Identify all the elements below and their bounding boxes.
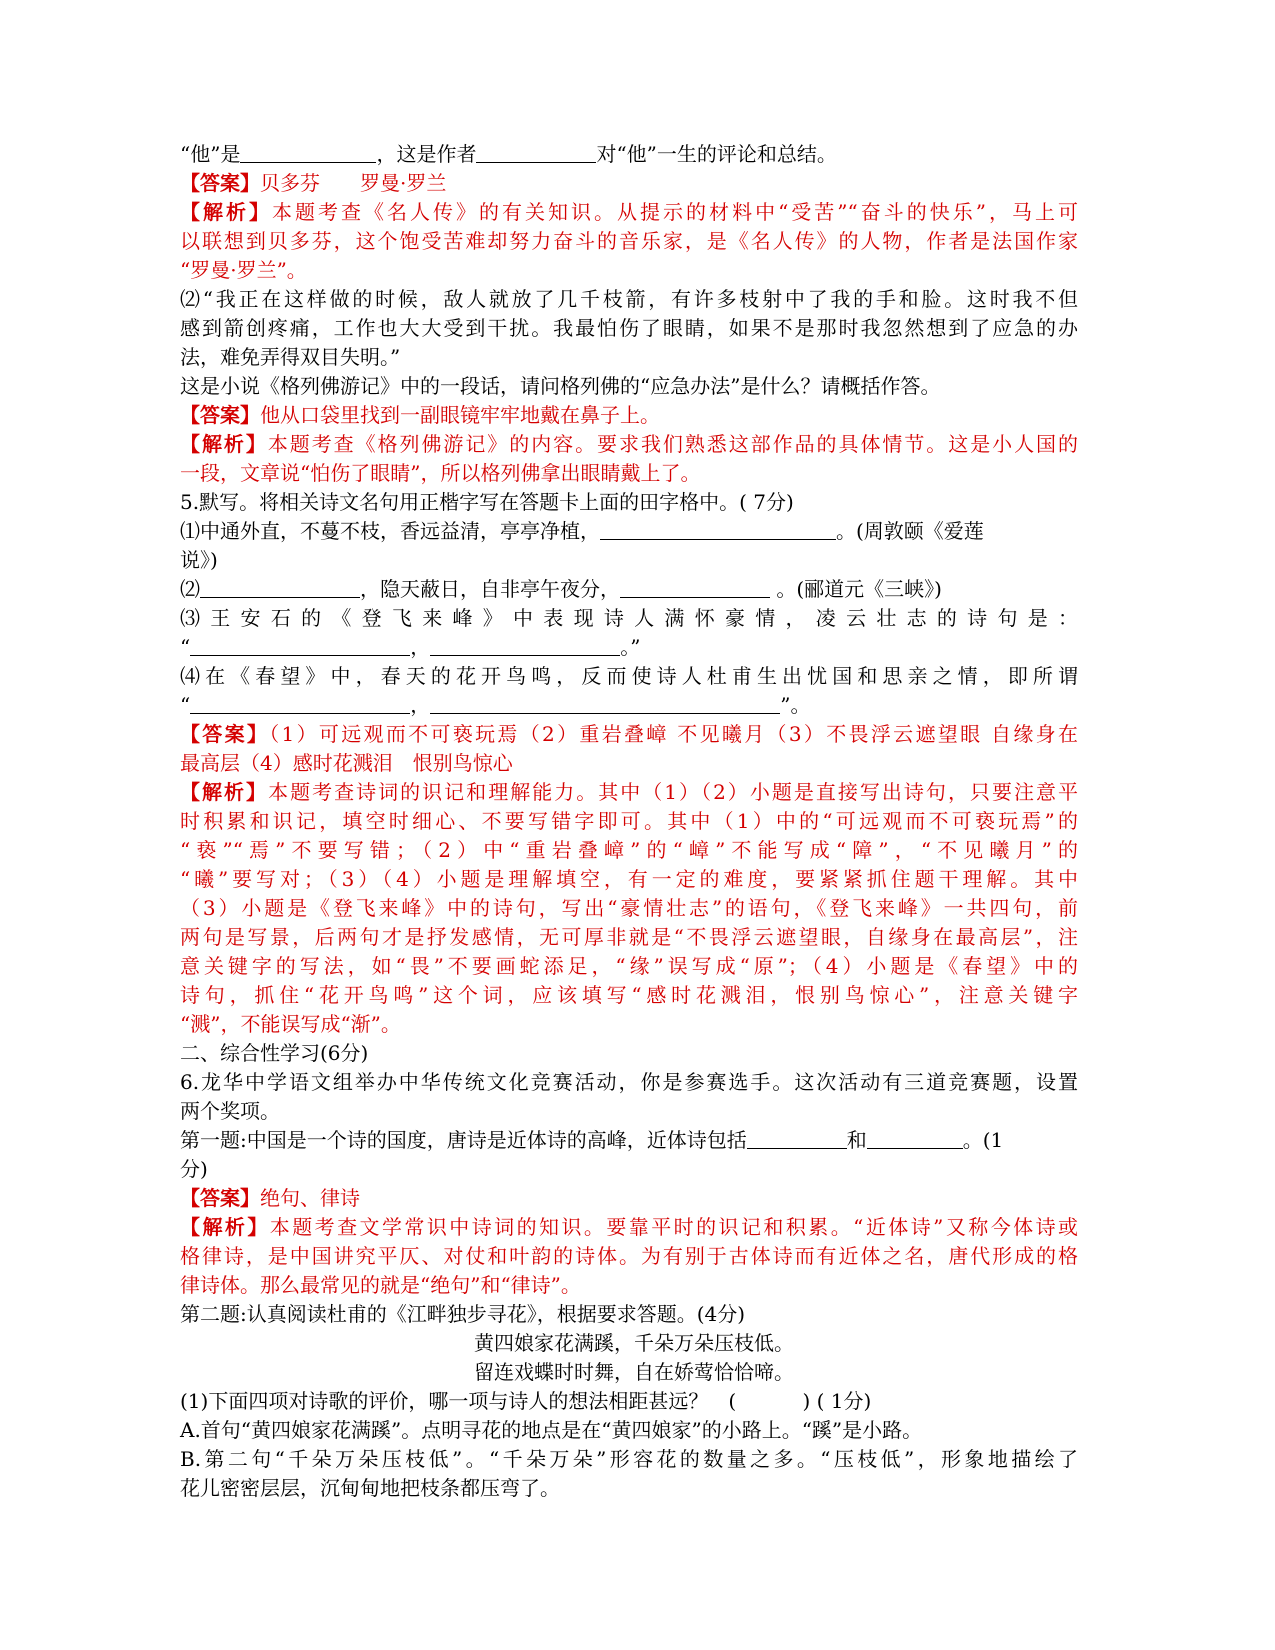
analysis-paragraph: 【解析】本题考查《格列佛游记》的内容。要求我们熟悉这部作品的具体情节。这是小人国的 一段，文章说“怕伤了眼睛”，所以格列佛拿出眼睛戴上了。 <box>180 432 1079 485</box>
answer-blank[interactable] <box>600 519 836 540</box>
analysis-paragraph: 【解析】本题考查文学常识中诗词的知识。要靠平时的识记和积累。“近体诗”又称今体诗或 格律诗，是中国讲究平仄、对仗和叶韵的诗体。为有别于古体诗而有近体之名，唐代形成的格 律诗体。那么最常见的就是“绝句”和“律诗”。 <box>180 1215 1079 1297</box>
analysis-paragraph: 【解析】本题考查诗词的识记和理解能力。其中（1）（2）小题是直接写出诗句，只要注意平 时积累和识记，填空时细心、不要写错字即可。其中（1）中的“可远观而不可亵玩焉”的 “亵”“焉”不要写错；（2）中“重岩叠嶂”的“嶂”不能写成“障”，“不见曦月”的 “曦”要写对；（3）（4）小题是理解填空，有一定的难度，要紧紧抓住题干理解。其中 （3）小题是《登飞来峰》中的诗句，写出“豪情壮志”的语句，《登飞来峰》一共四句，前 两句是写景，后两句才是抒发感情，无可厚非就是“不畏浮云遮望眼，自缘身在最高层”，注 意关键字的写法，如“畏”不要画蛇添足，“缘”误写成“原”；（4）小题是《春望》中的 诗句，抓住“花开鸟鸣”这个词，应该填写“感时花溅泪，恨别鸟惊心”，注意关键字 “溅”，不能误写成“渐”。 <box>180 780 1079 1036</box>
answer-line: 【答案】他从口袋里找到一副眼镜牢牢地戴在鼻子上。 <box>180 403 660 427</box>
answer-blank[interactable] <box>190 693 410 714</box>
answer-blank[interactable] <box>190 635 410 656</box>
q4-2-question: ⑵“我正在这样做的时候，敌人就放了几千枝箭，有许多枝射中了我的手和脸。这时我不但 感到箭创疼痛，工作也大大受到干扰。我最怕伤了眼睛，如果不是那时我忽然想到了应急的办 法，难免弄得双目失明。” 这是小说《格列佛游记》中的一段话，请问格列佛的“应急办法”是什么？请概括作答。 <box>180 287 1078 398</box>
q5-item-3: ⑶王安石的《登飞来峰》中表现诗人满怀豪情，凌云壮志的诗句是： “ ， 。” <box>180 606 1078 659</box>
answer-blank[interactable] <box>476 142 596 163</box>
answer-line: 【答案】贝多芬 罗曼·罗兰 <box>180 171 447 195</box>
q6-intro: 6.龙华中学语文组举办中华传统文化竞赛活动，你是参赛选手。这次活动有三道竞赛题，设置 两个奖项。 <box>180 1070 1078 1123</box>
answer-blank[interactable] <box>430 635 620 656</box>
section-heading: 二、综合性学习(6分) <box>180 1041 369 1065</box>
q6-first-question: 第一题:中国是一个诗的国度，唐诗是近体诗的高峰，近体诗包括 和 。(1 分) <box>180 1128 1004 1181</box>
answer-blank[interactable] <box>747 1128 847 1149</box>
q6-second-question: 第二题:认真阅读杜甫的《江畔独步寻花》，根据要求答题。(4分) <box>180 1302 746 1326</box>
poem: 黄四娘家花满蹊，千朵万朵压枝低。 留连戏蝶时时舞，自在娇莺恰恰啼。 <box>474 1331 794 1384</box>
answer-blank[interactable] <box>867 1128 963 1149</box>
document-page <box>180 140 1078 1503</box>
q5-item-4: ⑷在《春望》中，春天的花开鸟鸣，反而使诗人杜甫生出忧国和思亲之情，即所谓 “ ， ”。 <box>180 664 1078 717</box>
analysis-paragraph: 【解析】本题考查《名人传》的有关知识。从提示的材料中“受苦”“奋斗的快乐”，马上可 以联想到贝多芬，这个饱受苦难却努力奋斗的音乐家，是《名人传》的人物，作者是法国作家 “罗曼·罗兰”。 <box>180 200 1078 282</box>
answer-line: 【答案】绝句、律诗 <box>180 1186 360 1210</box>
answer-blank[interactable] <box>240 142 376 163</box>
q5-item-1: ⑴中通外直，不蔓不枝，香远益清，亭亭净植， 。(周敦颐《爱莲 说》) <box>180 519 984 572</box>
q5-title: 5.默写。将相关诗文名句用正楷字写在答题卡上面的田字格中。( 7分) <box>180 490 794 514</box>
q4-1-question: “他”是 ，这是作者 对“他”一生的评论和总结。 <box>180 142 837 166</box>
option-b: B.第二句“千朵万朵压枝低”。“千朵万朵”形容花的数量之多。“压枝低”，形象地描绘了 花儿密密层层，沉甸甸地把枝条都压弯了。 <box>180 1447 1078 1500</box>
q5-item-2: ⑵ ，隐天蔽日，自非亭午夜分， 。(郦道元《三峡》) <box>180 577 942 601</box>
answer-paragraph: 【答案】（1）可远观而不可亵玩焉（2）重岩叠嶂 不见曦月（3）不畏浮云遮望眼 自缘身在 最高层（4）感时花溅泪 恨别鸟惊心 <box>180 722 1078 775</box>
answer-blank[interactable] <box>200 577 360 598</box>
sub-question-1: (1)下面四项对诗歌的评价，哪一项与诗人的想法相距甚远？ ( ) ( 1分) <box>180 1389 872 1413</box>
option-a: A.首句“黄四娘家花满蹊”。点明寻花的地点是在“黄四娘家”的小路上。“蹊”是小路。 <box>180 1418 923 1442</box>
answer-blank[interactable] <box>430 693 780 714</box>
answer-blank[interactable] <box>620 577 770 598</box>
